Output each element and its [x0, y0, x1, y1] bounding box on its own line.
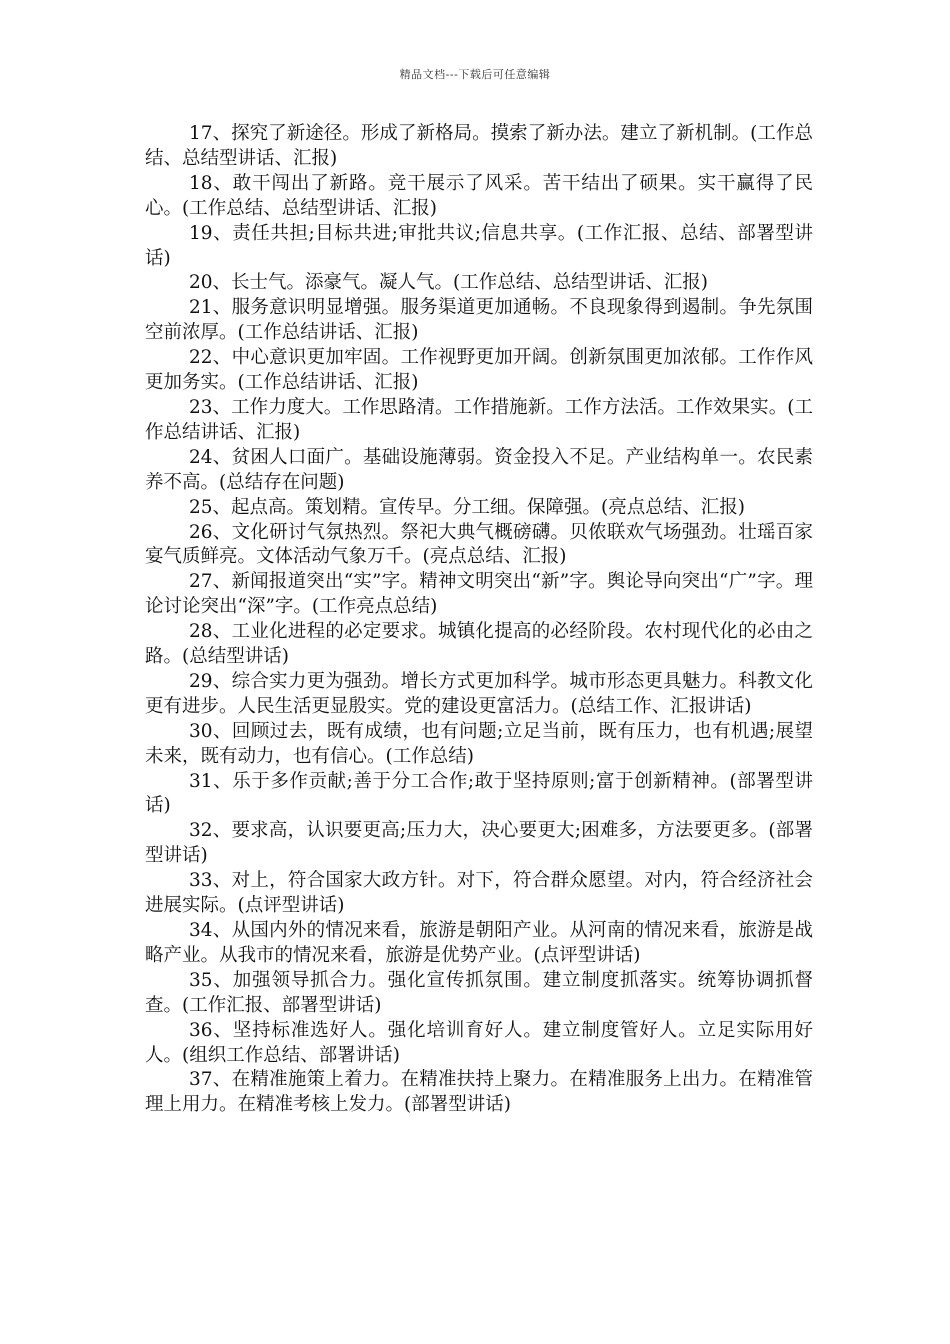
list-item: 31、乐于多作贡献;善于分工合作;敢于坚持原则;富于创新精神。(部署型讲话) — [145, 770, 813, 817]
list-item: 27、新闻报道突出“实”字。精神文明突出“新”字。舆论导向突出“广”字。理论讨论突出“深”字。(工作亮点总结) — [145, 571, 813, 618]
list-item: 18、敢干闯出了新路。竞干展示了风采。苦干结出了硕果。实干赢得了民心。(工作总结、总结型讲话、汇报) — [145, 172, 813, 219]
document-body — [145, 122, 813, 1118]
list-item: 22、中心意识更加牢固。工作视野更加开阔。创新氛围更加浓郁。工作作风更加务实。(工作总结讲话、汇报) — [145, 347, 813, 394]
list-item: 29、综合实力更为强劲。增长方式更加科学。城市形态更具魅力。科教文化更有进步。人民生活更显殷实。党的建设更富活力。(总结工作、汇报讲话) — [145, 670, 813, 717]
list-item: 25、起点高。策划精。宣传早。分工细。保障强。(亮点总结、汇报) — [189, 496, 745, 518]
list-item: 21、服务意识明显增强。服务渠道更加通畅。不良现象得到遏制。争先氛围空前浓厚。(工作总结讲话、汇报) — [145, 297, 813, 344]
list-item: 32、要求高，认识要更高;压力大，决心要更大;困难多，方法要更多。(部署型讲话) — [145, 820, 813, 867]
list-item: 28、工业化进程的必定要求。城镇化提高的必经阶段。农村现代化的必由之路。(总结型讲话) — [145, 621, 813, 668]
list-item: 23、工作力度大。工作思路清。工作措施新。工作方法活。工作效果实。(工作总结讲话、汇报) — [145, 396, 813, 443]
list-item: 19、责任共担;目标共进;审批共议;信息共享。(工作汇报、总结、部署型讲话) — [145, 222, 813, 269]
list-item: 33、对上，符合国家大政方针。对下，符合群众愿望。对内，符合经济社会进展实际。(点评型讲话) — [145, 870, 813, 917]
list-item: 24、贫困人口面广。基础设施薄弱。资金投入不足。产业结构单一。农民素养不高。(总结存在问题) — [145, 446, 813, 493]
list-item: 30、回顾过去，既有成绩，也有问题;立足当前，既有压力，也有机遇;展望未来，既有动力，也有信心。(工作总结) — [145, 720, 813, 767]
list-item: 36、坚持标准选好人。强化培训育好人。建立制度管好人。立足实际用好人。(组织工作总结、部署讲话) — [145, 1019, 813, 1066]
list-item: 34、从国内外的情况来看，旅游是朝阳产业。从河南的情况来看，旅游是战略产业。从我市的情况来看，旅游是优势产业。(点评型讲话) — [145, 920, 813, 966]
list-item: 35、加强领导抓合力。强化宣传抓氛围。建立制度抓落实。统筹协调抓督查。(工作汇报、部署型讲话) — [145, 969, 813, 1016]
list-item: 17、探究了新途径。形成了新格局。摸索了新办法。建立了新机制。(工作总结、总结型讲话、汇报) — [145, 123, 813, 169]
list-item: 37、在精准施策上着力。在精准扶持上聚力。在精准服务上出力。在精准管理上用力。在精准考核上发力。(部署型讲话) — [145, 1069, 813, 1116]
page-header: 精品文档---下载后可任意编辑 — [399, 68, 551, 81]
list-item: 26、文化研讨气氛热烈。祭祀大典气概磅礴。贝侬联欢气场强劲。壮瑶百家宴气质鲜亮。文体活动气象万千。(亮点总结、汇报) — [145, 521, 813, 568]
list-item: 20、长士气。添豪气。凝人气。(工作总结、总结型讲话、汇报) — [189, 272, 708, 294]
